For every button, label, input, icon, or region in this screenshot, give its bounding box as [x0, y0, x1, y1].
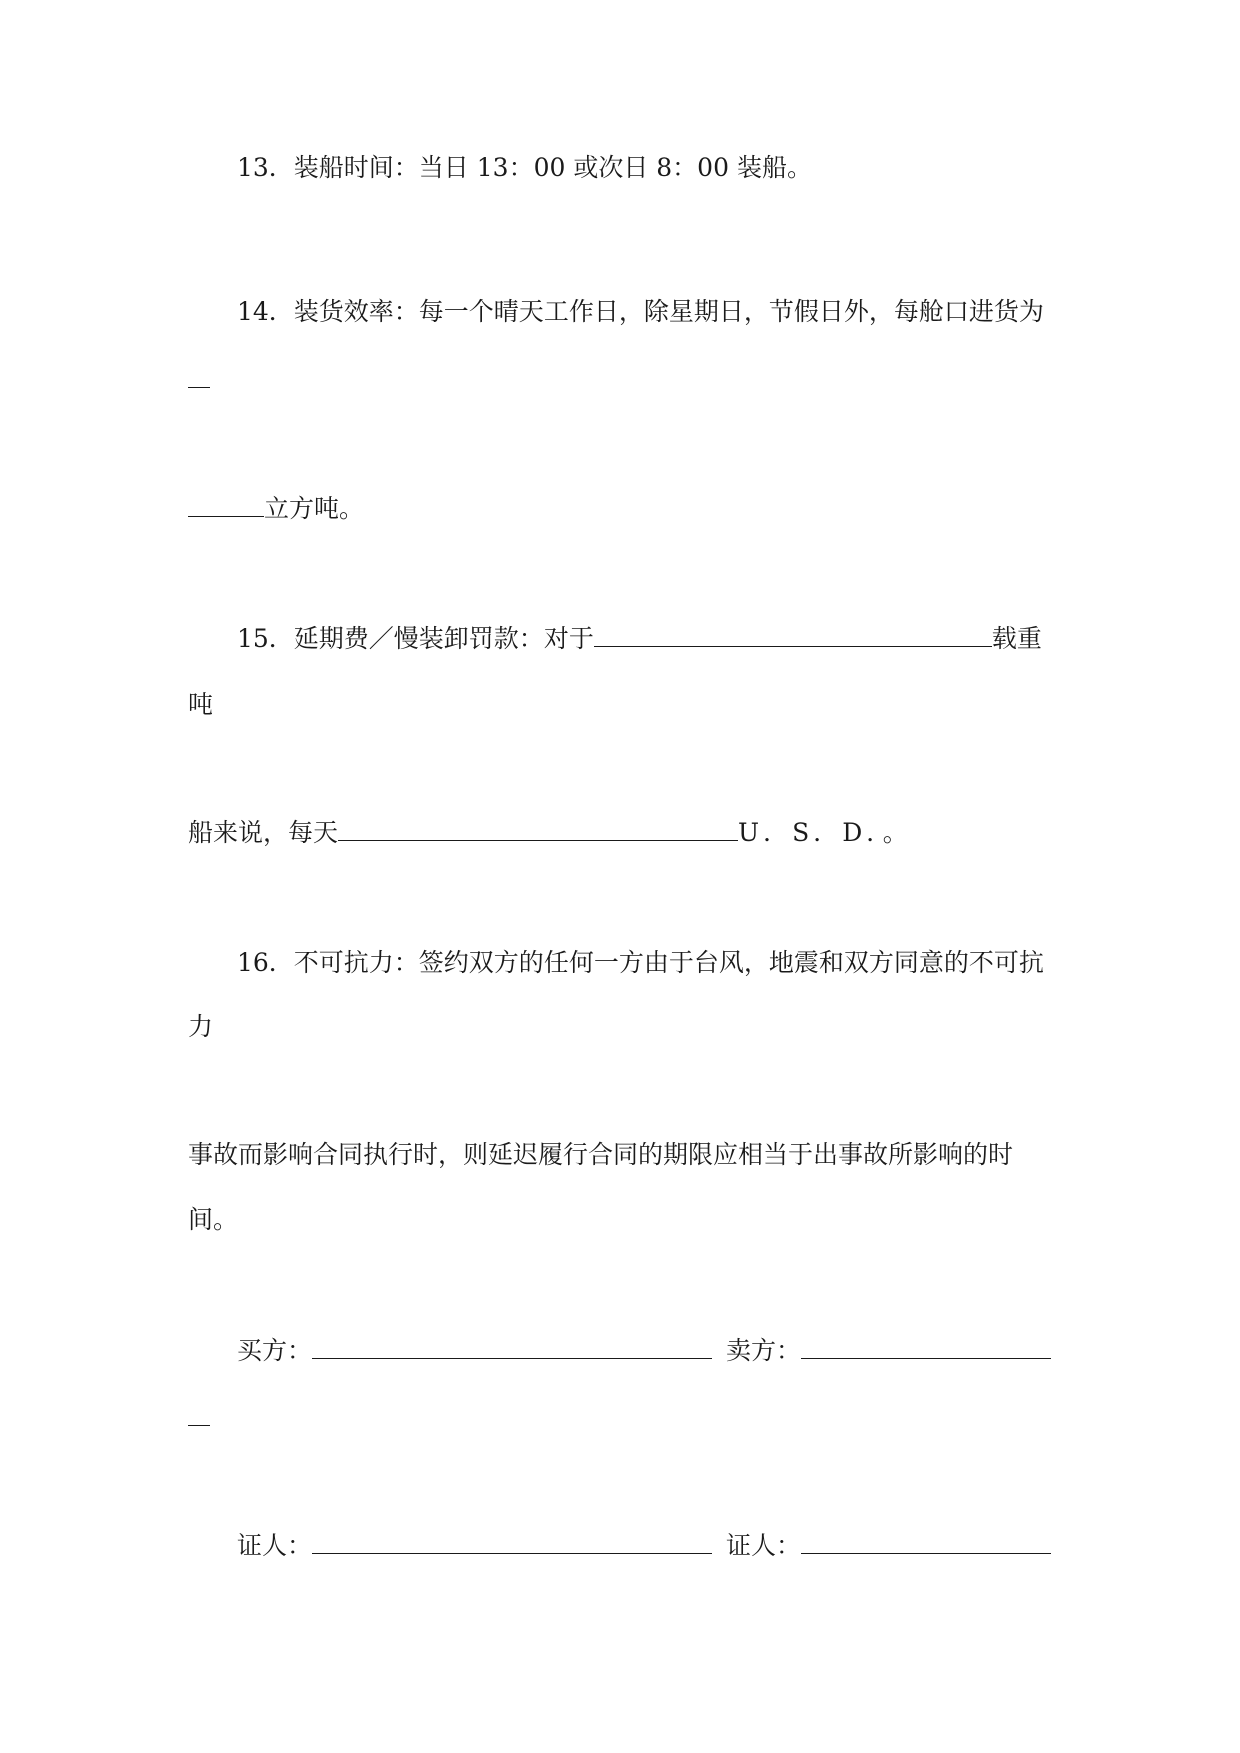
item-15-line-1: [237, 624, 1042, 654]
item-16-force-majeure: 16．不可抗力：签约双方的任何一方由于台风，地震和双方同意的不可抗: [237, 948, 1044, 977]
blank-dash: [188, 1413, 210, 1426]
buyer-signature-line: [312, 1336, 712, 1359]
witness-1-label: 证人：: [237, 1531, 313, 1560]
signature-dash: [188, 1403, 210, 1433]
blank-underline: [338, 818, 738, 841]
signature-row-parties: [237, 1336, 1051, 1366]
blank-underline: [594, 624, 992, 647]
item-15-tonnage-label: 载重: [991, 624, 1042, 653]
witness-2-label: 证人：: [726, 1531, 802, 1560]
signature-row-witnesses: [237, 1531, 1051, 1561]
seller-signature-line: [801, 1336, 1051, 1359]
witness-2-signature-line: [801, 1531, 1051, 1554]
item-15-per-day: 船来说，每天: [188, 818, 339, 847]
item-14-line-2: [188, 494, 364, 524]
item-16-line-3: 事故而影响合同执行时，则延迟履行合同的期限应相当于出事故所影响的时: [188, 1140, 1014, 1169]
buyer-label: 买方：: [237, 1336, 313, 1365]
blank-underline: [188, 494, 264, 517]
seller-label: 卖方：: [726, 1336, 802, 1365]
item-16-line-2: 力: [188, 1012, 214, 1041]
item-14-loading-efficiency: 14．装货效率：每一个晴天工作日，除星期日，节假日外，每舱口进货为: [237, 297, 1044, 326]
blank-dash: [188, 375, 210, 388]
item-15-line-3: [188, 818, 912, 848]
item-15-line-2: 吨: [188, 690, 214, 719]
item-15-currency: U．S．D．。: [738, 818, 912, 847]
item-14-unit: 立方吨。: [264, 494, 365, 523]
item-15-label: 15．延期费／慢装卸罚款：对于: [237, 624, 594, 653]
witness-1-signature-line: [312, 1531, 712, 1554]
item-14-dash: [188, 365, 210, 395]
item-13-loading-time: 13．装船时间：当日 13：00 或次日 8：00 装船。: [237, 153, 812, 182]
item-16-line-4: 间。: [188, 1205, 239, 1234]
